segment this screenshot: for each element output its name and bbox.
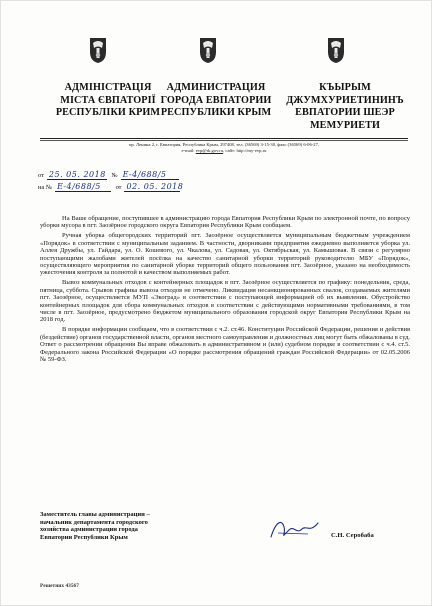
- handwritten-signature: [268, 515, 322, 543]
- body-paragraph: В порядке информации сообщаем, что в соответствии с ч.2. ст.46. Конституции Российской Федерации, решения и действия (бездействие) органов государственной власти, органов местного самоуправления и должностных лиц могут быть обжалованы в суд. Ответ о рассмотрении обращения Вы вправе обжаловать в административном и (или) судебном порядке в соответствии с ч.4. ст.5. Федерального закона Российской Федерации «О порядке рассмотрения обращений граждан Российской Федерации» от 02.05.2006 № 59-ФЗ.: [40, 326, 410, 364]
- email-link[interactable]: evp@rk.gov.ru: [195, 148, 224, 154]
- to-number-label: на №: [38, 184, 52, 191]
- header-line: МЕМУРИЕТИ: [309, 119, 381, 131]
- header-russian: [146, 82, 286, 120]
- from-label: от: [38, 172, 44, 179]
- crimea-coat-of-arms-icon: [89, 36, 107, 64]
- header-line: РЕСПУБЛІКИ КРИМ: [55, 107, 161, 119]
- outgoing-number: Е-4/688/5: [121, 170, 179, 180]
- to-date-label: от: [115, 184, 122, 191]
- body-paragraph: Ручная уборка общегородских территорий пгт. Заозёрное осуществляется муниципальным бюджетным учреждением «Порядок» в соответствии с муниципальным заданием. В частности, дворниками предприятия ежедневно выполняется уборка ул. Аллея Дружбы, ул. Гайдара, ул. О. Кошевого, ул. Чкалова, ул. Садовая, ул. Октябрьская, ул. Камышовая. В связи с регулярно поступающими жалобами жителей посёлка на качество санитарной уборки территорий руководителю МБУ «Порядок», осуществляющего мероприятия по санитарной уборке территорий общего пользования пгт. Заозёрное, указано на необходимость ужесточения контроля за полнотой и качеством выполняемых работ.: [40, 232, 410, 277]
- signatory-position: [40, 511, 220, 541]
- crimea-coat-of-arms-icon: [199, 36, 217, 64]
- outgoing-date: 25. 05. 2018: [48, 170, 106, 179]
- signatory-name: С.Н. Серобаба: [331, 532, 374, 539]
- header-line: ДЖУМХУРИЕТИНИНЪ: [286, 94, 404, 106]
- number-label: №: [111, 172, 118, 179]
- header-line: МІСТА ЄВПАТОРІЇ: [60, 94, 156, 106]
- header-divider: [40, 138, 408, 139]
- header-line: ГОРОДА ЕВПАТОРИИ: [160, 94, 272, 106]
- crests-row: [0, 36, 432, 74]
- header-line: РЕСПУБЛИКИ КРЫМ: [160, 107, 272, 119]
- incoming-date: 02. 05. 2018: [126, 182, 184, 191]
- email-label: e-mail:: [181, 148, 196, 154]
- position-line: Заместитель главы администрации –: [40, 511, 150, 518]
- body-paragraph: На Ваше обращение, поступившее в администрацию города Евпатория Республики Крым по электронной почте, по вопросу уборки мусора в пгт. Заозёрное городского округа Евпатория Республики Крым сообщаем.: [40, 215, 410, 230]
- header-divider-thin: [40, 140, 408, 141]
- reference-block: [38, 170, 184, 194]
- header-line: АДМІНІСТРАЦІЯ: [64, 82, 152, 93]
- print-code: Решетних 43567: [40, 583, 79, 589]
- position-line: начальник департамента городского: [40, 518, 148, 526]
- contact-line: [40, 148, 408, 154]
- address-line: пр. Ленина 2, г. Евпатория, Республика Крым, 297408, тел. (36569) 3-15-30, факс (36569) 6-06-27,: [128, 142, 320, 147]
- crimea-coat-of-arms-icon: [327, 36, 345, 64]
- header-line: КЪЫРЫМ: [319, 82, 371, 93]
- header-crimean-tatar: [270, 82, 420, 132]
- header-line: АДМИНИСТРАЦИЯ: [166, 82, 266, 93]
- incoming-reference: [38, 182, 184, 194]
- site-text: , сайт: http://my-evp.ru: [223, 148, 267, 154]
- outgoing-reference: [38, 170, 180, 182]
- body-paragraph: Вывоз коммунальных отходов с контейнерных площадок в пгт. Заозёрное осуществляется по графику: понедельник, среда, пятница, суббота. Срывов графика вывоза отходов не отмечено. Ликвидация несанкционированных свалок, создаваемых жителями пгт. Заозёрное, осуществляется МУП «Экоград» в соответствии с поступающей информацией об их выявлении. Обустройство контейнерных площадок для сбора коммунальных отходов в соответствии с действующими нормативными требованиями, в том числе в пгт. Заозёрное, предусмотрено бюджетом муниципального образования городской округ Евпатория Республики Крым на 2018 год.: [40, 279, 410, 324]
- position-line: хозяйства администрации города: [40, 526, 138, 534]
- incoming-number: Е-4/688/5: [55, 182, 111, 192]
- address-block: [40, 142, 408, 154]
- letter-body: [40, 215, 410, 366]
- header-line: ЕВПАТОРИИ ШЕЭР: [295, 107, 395, 119]
- position-line: Евпатории Республики Крым: [40, 533, 128, 541]
